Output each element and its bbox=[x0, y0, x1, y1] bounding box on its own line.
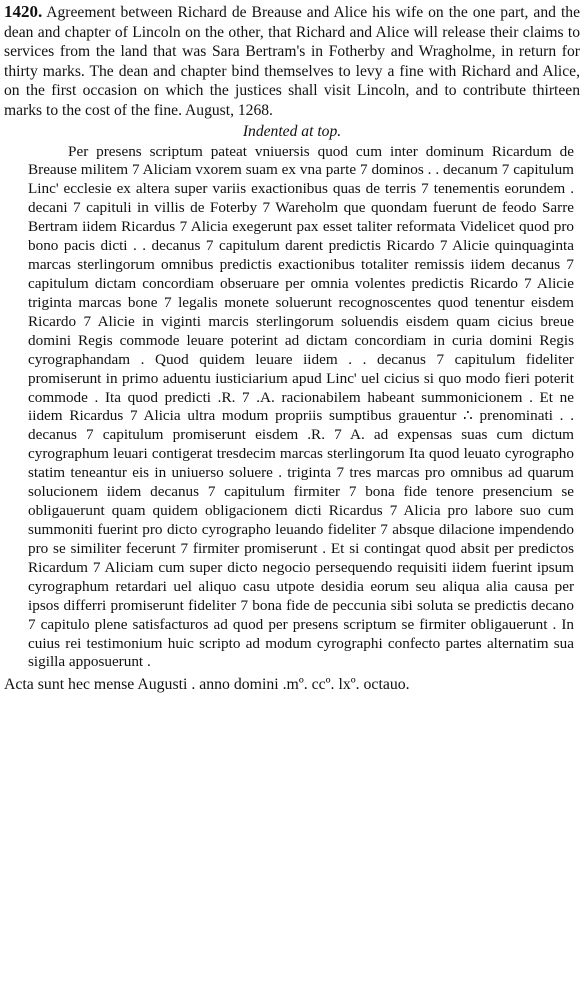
charter-number: 1420. bbox=[4, 2, 43, 21]
latin-charter-text: Per presens scriptum pateat vniuersis quod cum inter dominum Ricardum de Breause militem 7 Aliciam vxorem suam ex vna parte 7 dominos . . decanum 7 capitulum Linc' ecclesie ex altera super variis exactionibus quas de terris 7 tenementis eorundem . decani 7 capituli in villis de Foterby 7 Wareholm que quondam fuerunt de feodo Sarre Bertram iidem Ricardus 7 Alicia exegerunt pax esset taliter reformata Videlicet quod pro bono pacis dicti . . decanus 7 capitulum darent predictis Ricardo 7 Alicie quinquaginta marcas sterlingorum omnibus predictis exactionibus totaliter remissis iidem decanus 7 capitulum dictam concordiam obseruare per omnia volentes predictis Ricardo 7 Alicie triginta marcas bone 7 legalis monete soluerunt recognoscentes quod tenentur eisdem Ricardo 7 Alicie in viginti marcis sterlingorum soluendis eisdem quam cicius breue domini Regis commode leuare poterint ad dictam concordiam in curia domini Regis cyrographandam . Quod quidem leuare iidem . . decanus 7 capitulum fideliter promiserunt in primo aduentu iusticiarium apud Linc' uel cicius si quo modo fieri poterit commode . Ita quod predicti .R. 7 .A. racionabilem habeant summonicionem . Et ne iidem Ricardus 7 Alicia ultra modum propriis sumptibus grauentur ∴ prenominati . . decanus 7 capitulum promiserunt eisdem .R. 7 A. ad expensas suas cum dictum cyrographum leuari contigerat tresdecim marcas sterlingorum Ita quod leuato cyrographo statim teneantur eis in uniuerso soluere . triginta 7 tres marcas pro omnibus ad quarum solucionem iidem decanus 7 capitulum firmiter 7 bona fide tenore presencium se obligauerunt quam quidem obligacionem dicti Ricardus 7 Alicia pro labore suo cum summoniti fuerint pro dicto cyrographo leuando fideliter 7 absque dilacione impendendo pro se similiter fecerunt 7 firmiter promiserunt . Et si contingat quod absit per predictos Ricardum 7 Aliciam cum super dicto negocio persequendo requisiti iidem fuerint ipsum cyrographum retardari uel aliquo casu utpote desidia eorum seu aliqua alia causa per ipsos differri promiserunt fideliter 7 bona fide de peccunia sibi soluta se predictis decano 7 capitulo plene satisfacturos ad quod per presens scriptum se firmiter obligauerunt . In cuius rei testimonium huic scripto ad modum cyrographi confecto partes alternatim sua sigilla apposuerunt . bbox=[28, 142, 574, 671]
dating-clause: Acta sunt hec mense Augusti . anno domini .mº. ccº. lxº. octauo. bbox=[4, 676, 410, 694]
indent-note: Indented at top. bbox=[242, 122, 342, 140]
summary-text: Agreement between Richard de Breause and Alice his wife on the one part, and the dean and chapter of Lincoln on the other, that Richard and Alice will release their claims to services from the land that was Sara Bertram's in Fotherby and Wragholme, in return for thirty marks. The dean and chapter bind themselves to levy a fine with Richard and Alice, on the first occasion on which the justices shall visit Lincoln, and to contribute thirteen marks to the cost of the fine. August, 1268. bbox=[4, 4, 580, 119]
document-page bbox=[0, 2, 586, 991]
charter-summary bbox=[4, 2, 580, 121]
